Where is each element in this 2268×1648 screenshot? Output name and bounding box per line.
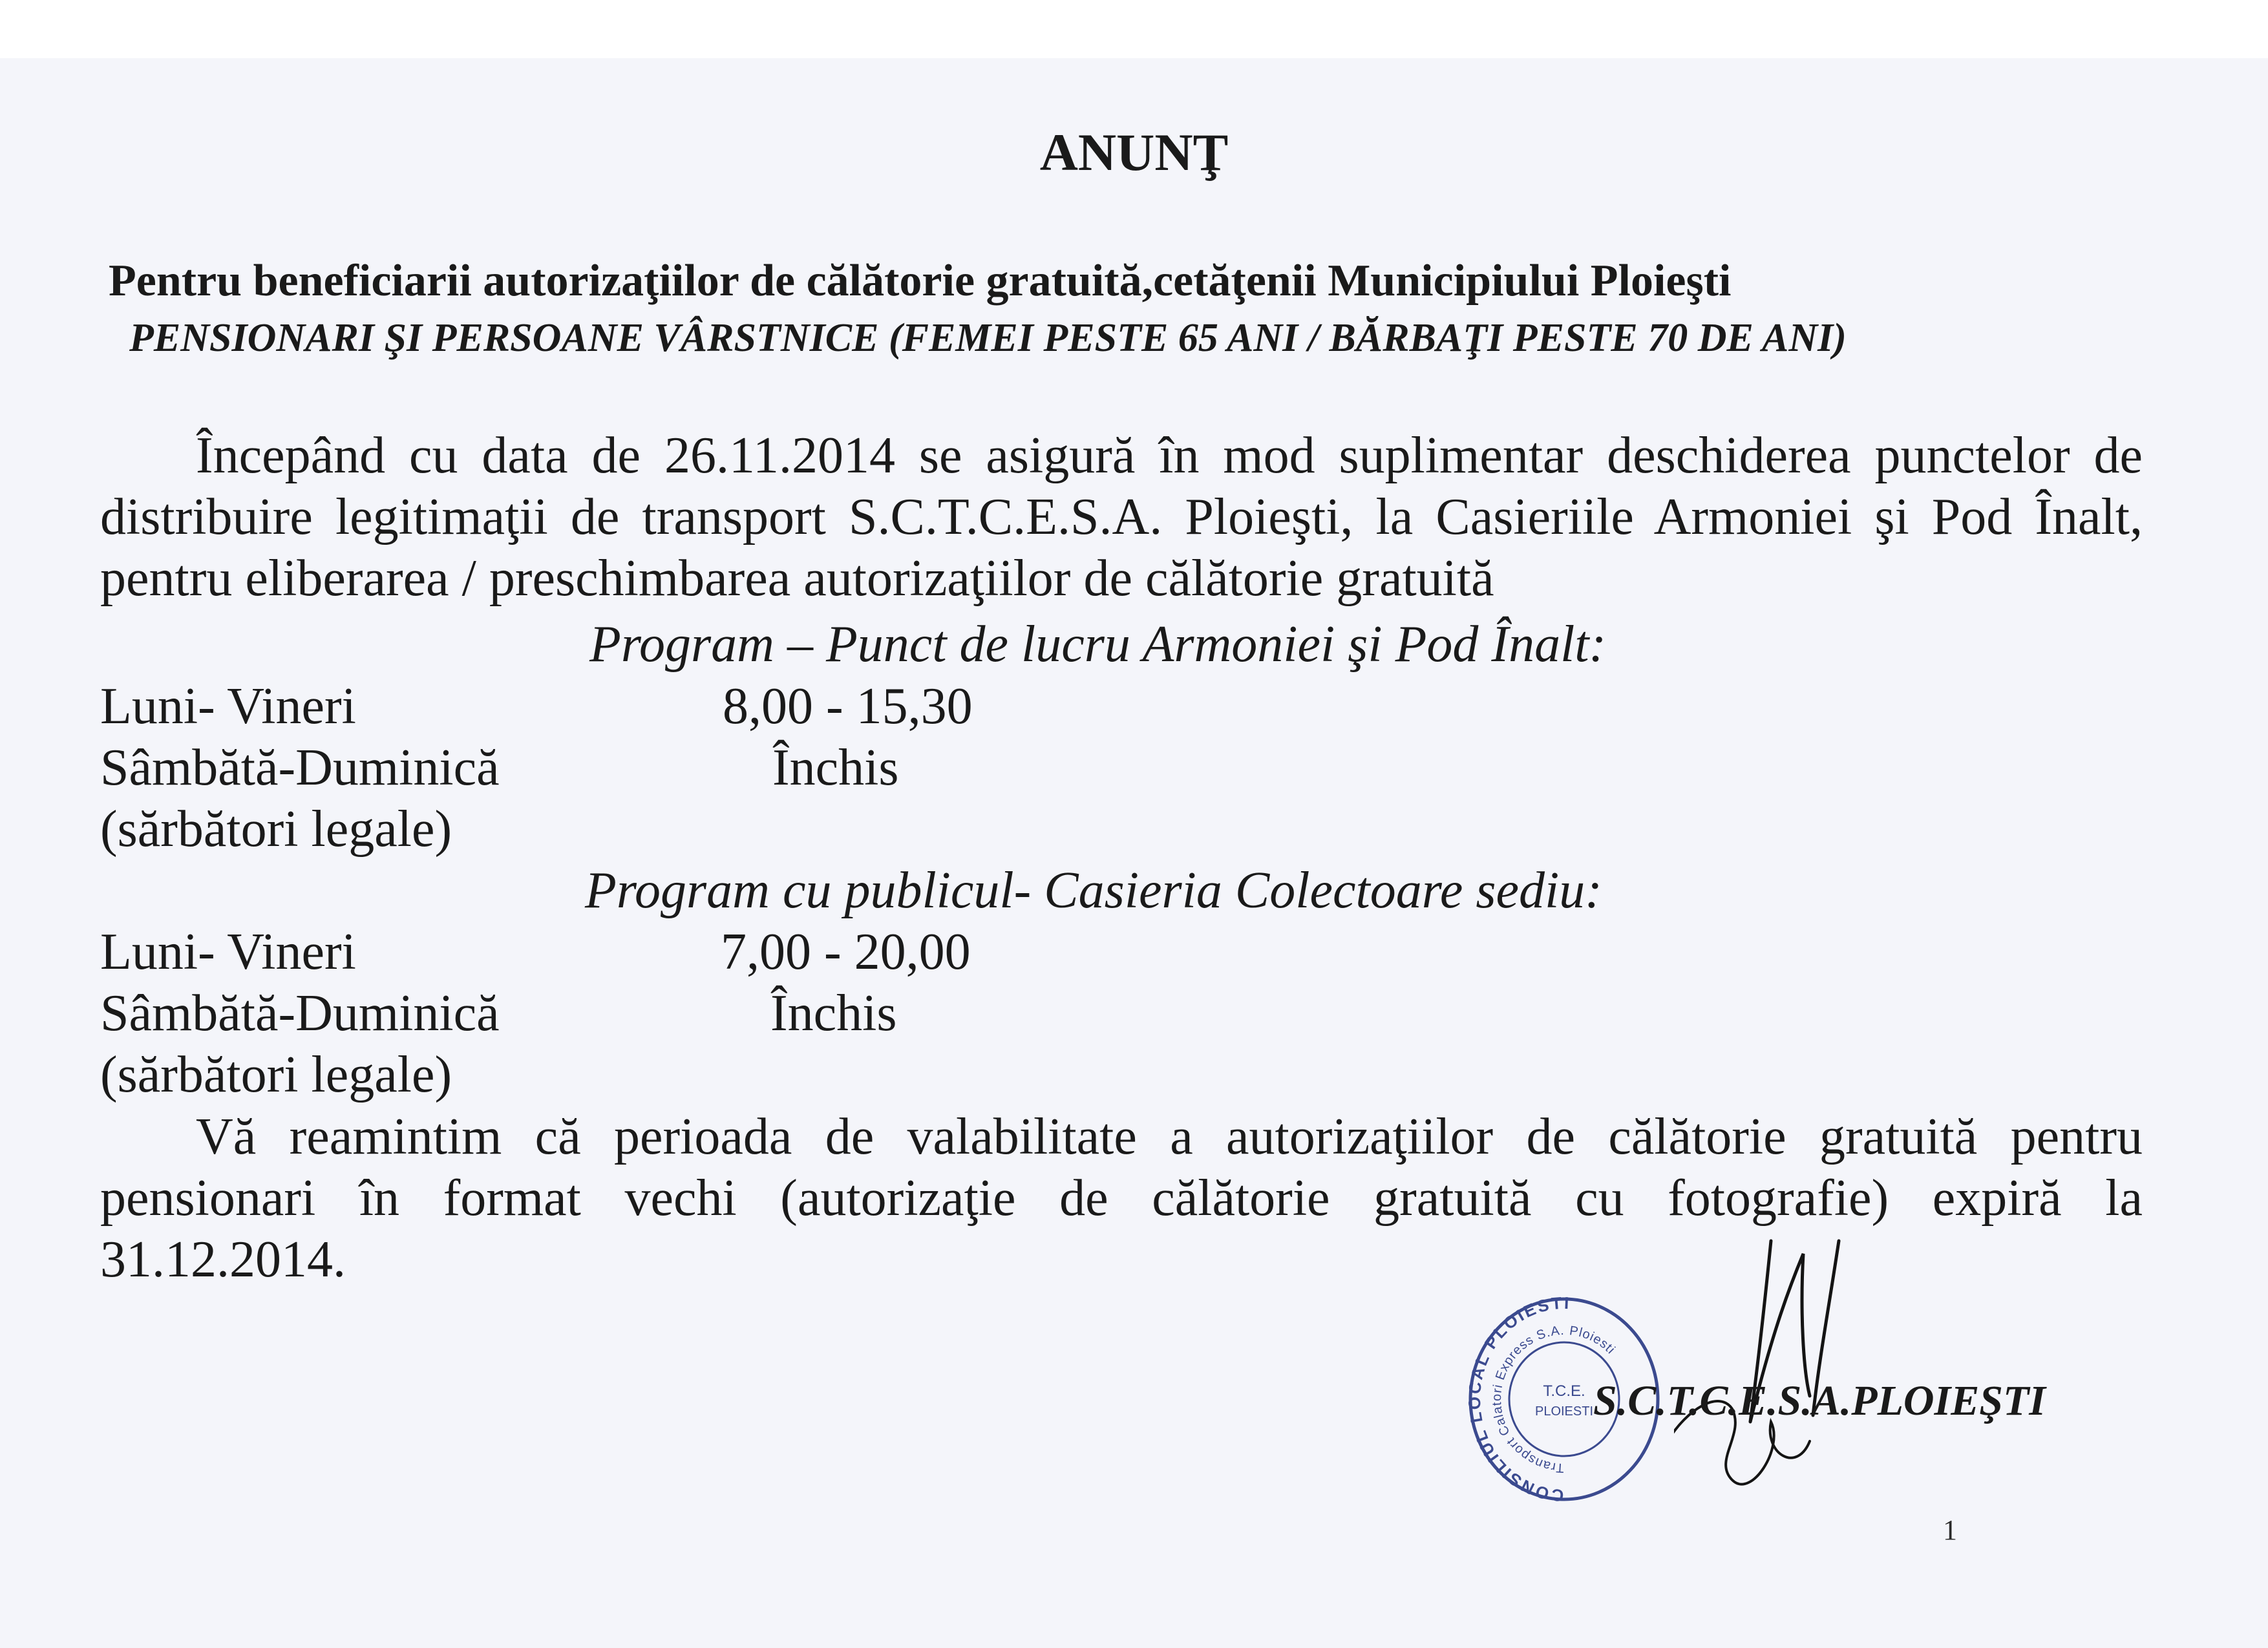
signature-company-name: S.C.T.C.E.S.A.PLOIEŞTI: [1593, 1377, 2046, 1424]
stamp-center-line-2: PLOIESTI: [1534, 1404, 1594, 1419]
schedule1-holiday-label: (sărbători legale): [100, 801, 452, 858]
schedule2-weekend-label: Sâmbătă-Duminică: [100, 985, 500, 1042]
reminder-line-3: 31.12.2014.: [100, 1231, 346, 1288]
schedule2-weekday-hours: 7,00 - 20,00: [721, 924, 971, 980]
schedule2-weekday-label: Luni- Vineri: [100, 924, 356, 980]
stamp-outer-text: CONSILIUL LOCAL PLOIESTI: [1464, 1293, 1571, 1506]
stamp-inner-text: Transport Calatori Express S.A. Ploiesti: [1489, 1323, 1618, 1475]
document-subheading: PENSIONARI ŞI PERSOANE VÂRSTNICE (FEMEI PESTE 65 ANI / BĂRBAŢI PESTE 70 DE ANI): [129, 316, 1847, 360]
schedule1-title: Program – Punct de lucru Armoniei şi Pod Înalt:: [589, 616, 1607, 673]
stamp-center-line-1: T.C.E.: [1543, 1382, 1585, 1400]
intro-line-2: distribuire legitimaţii de transport S.C.T.C.E.S.A. Ploieşti, la Casieriile Armoniei şi Pod Înalt,: [100, 489, 2143, 545]
intro-line-3: pentru eliberarea / preschimbarea autorizaţiilor de călătorie gratuită: [100, 550, 1494, 607]
reminder-line-2: pensionari în format vechi (autorizaţie de călătorie gratuită cu fotografie) expiră la: [100, 1170, 2143, 1227]
handwritten-signature: [1674, 1228, 2010, 1512]
schedule2-title: Program cu publicul- Casieria Colectoare sediu:: [585, 862, 1602, 919]
schedule1-weekend-label: Sâmbătă-Duminică: [100, 739, 500, 796]
schedule1-weekend-hours: Închis: [772, 739, 899, 796]
schedule1-weekday-hours: 8,00 - 15,30: [723, 678, 973, 735]
document-title: ANUNŢ: [1039, 123, 1229, 182]
schedule2-weekend-hours: Închis: [770, 985, 897, 1042]
intro-paragraph: [100, 425, 2143, 609]
intro-line-1: Începând cu data de 26.11.2014 se asigură în mod suplimentar deschiderea punctelor de: [196, 427, 2143, 484]
schedule2-holiday-label: (sărbători legale): [100, 1046, 452, 1103]
signature-mark: 1: [1943, 1514, 1957, 1546]
document-heading: Pentru beneficiarii autorizaţiilor de călătorie gratuită,cetăţenii Municipiului Ploieşti: [109, 256, 1732, 306]
schedule1-weekday-label: Luni- Vineri: [100, 678, 356, 735]
reminder-line-1: Vă reamintim că perioada de valabilitate a autorizaţiilor de călătorie gratuită pentru: [196, 1108, 2143, 1165]
